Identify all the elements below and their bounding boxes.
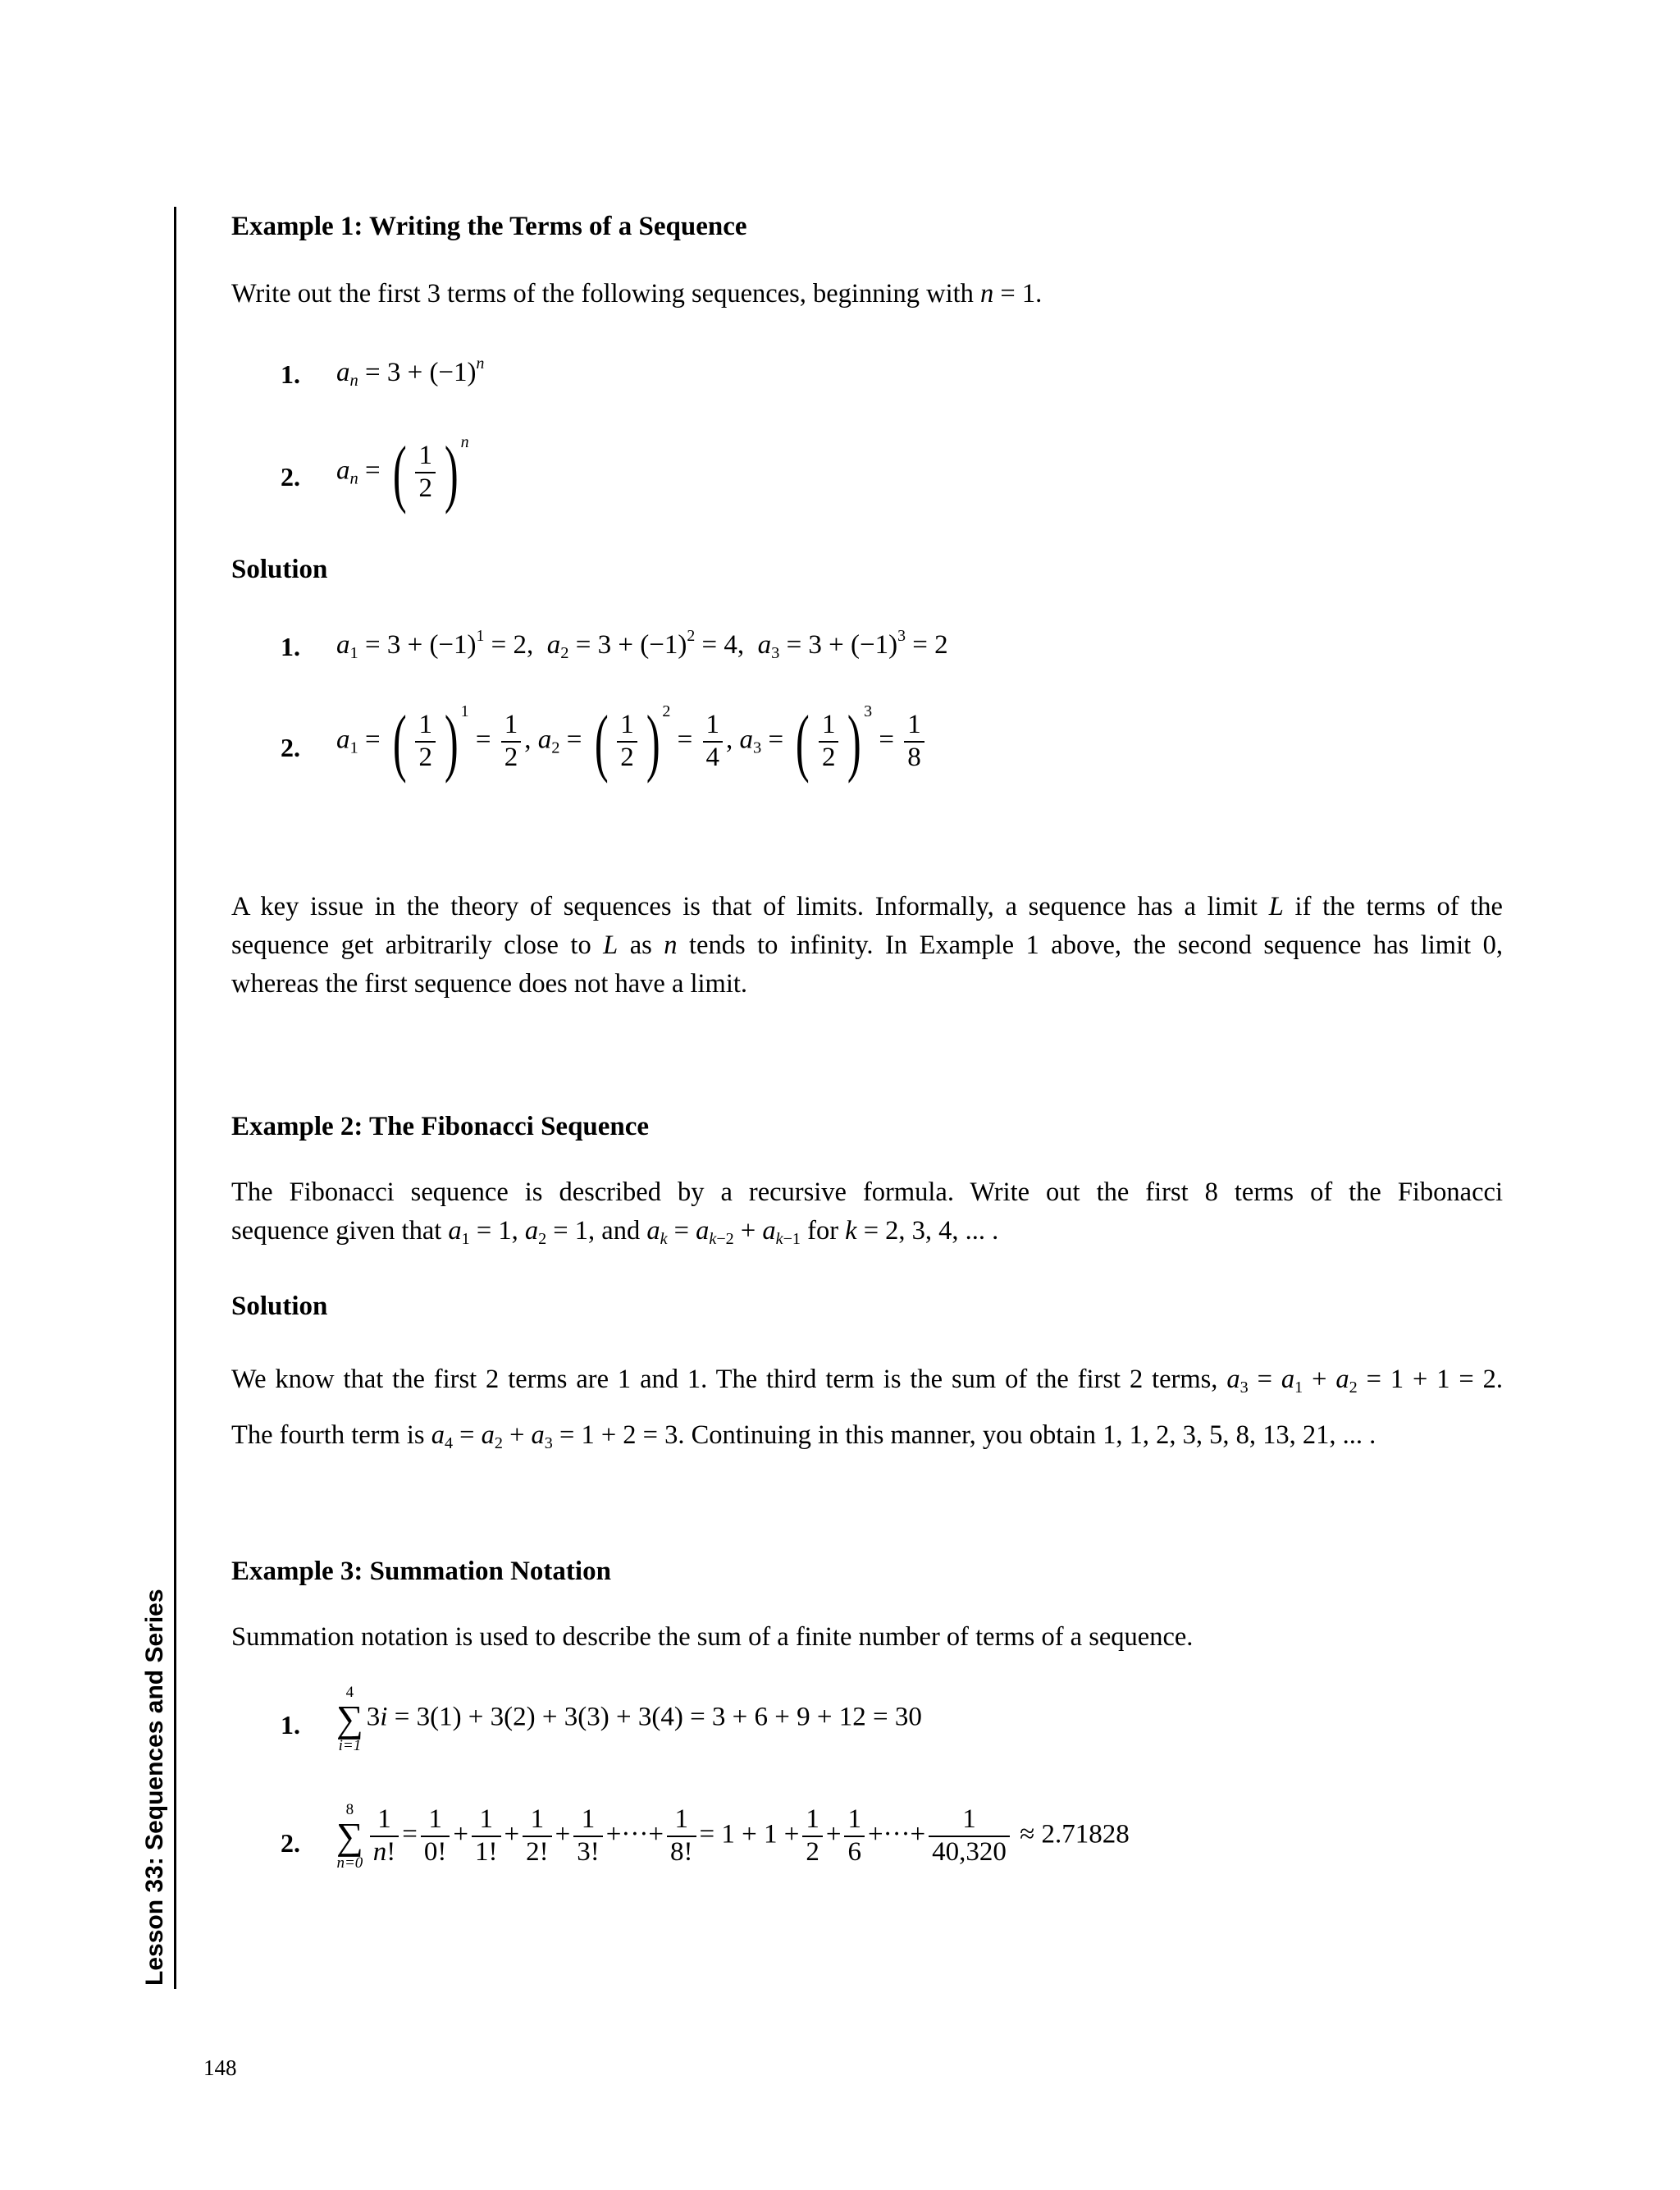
sum1-formula: 4 ∑ i=1 3i = 3(1) + 3(2) + 3(3) + 3(4) = 3 + 6 + 9 + 12 = 30 [336, 1684, 922, 1754]
example1-solution-label: Solution [231, 555, 328, 584]
example3-heading: Example 3: Summation Notation [231, 1557, 611, 1586]
sigma-icon: 8 ∑ n=0 [336, 1801, 363, 1872]
example2-solution-label: Solution [231, 1292, 328, 1321]
approx-value: ≈ 2.71828 [1020, 1819, 1130, 1849]
margin-rule [174, 207, 176, 1989]
result-denominator: 2 [501, 741, 522, 774]
exp: 2 [662, 702, 671, 720]
sub-n: n [349, 469, 358, 488]
sum2-number: 2. [281, 1828, 300, 1858]
sub-n: n [349, 371, 358, 390]
page-number: 148 [203, 2055, 237, 2080]
var-n: n [980, 279, 994, 309]
paragraph-line: whereas the first sequence does not have a limit. [231, 969, 748, 999]
problem2-number: 2. [281, 462, 300, 491]
example1-heading: Example 1: Writing the Terms of a Sequence [231, 212, 747, 241]
separator: , [524, 725, 532, 755]
paragraph-line: The fourth term is $a_4 = a_2 + a_3 = 1 + 2 = 3$. Continuing in this manner, you obtain 1, 1, 2, 3, 5, 8, 13, 21, ... . [231, 1420, 1376, 1453]
upper-limit: 8 [345, 1801, 354, 1818]
limits-paragraph [231, 888, 1503, 1004]
denominator: 2 [415, 472, 436, 505]
sub: 3 [753, 738, 762, 757]
problem2-formula [336, 431, 469, 514]
sigma-icon: 4 ∑ i=1 [336, 1684, 363, 1754]
exp: 2 [687, 627, 696, 645]
paragraph-line: sequence get arbitrarily close to L as n tends to infinity. In Example 1 above, the second sequence has limit 0, [231, 930, 1503, 960]
instruction-text: Write out the first 3 terms of the following sequences, beginning with [231, 279, 981, 309]
problem1-number: 1. [281, 359, 300, 389]
example1-instruction [231, 279, 1042, 309]
example2-problem [231, 1173, 1503, 1259]
example3-intro: Summation notation is used to describe the sum of a finite number of terms of a sequence. [231, 1622, 1194, 1652]
exp: 3 [864, 702, 873, 720]
upper-limit: 4 [345, 1684, 354, 1701]
instruction-end: = 1. [993, 279, 1043, 309]
paren-group: ( $\frac{1}{2}$ ) $^n$ [392, 431, 469, 514]
result-denominator: 8 [904, 741, 924, 774]
sum1-expansion: = 3(1) + 3(2) + 3(3) + 3(4) = 3 + 6 + 9 + 12 = 30 [394, 1702, 922, 1732]
sum2-formula: 8 ∑ n=0 $\frac{1}{n!}$ = $\frac{1}{0!}$ + $\frac{1}{1!}$ + $\frac{1}{2!}$ + $\frac{1}{3!}$ +···+ $\frac{1}{8!}$ = 1 + 1 + $\frac{1}{2}$ + $\frac{1}{6}$ +···+ $\frac{1}{40,320}$ ≈ 2.71828 [336, 1801, 1130, 1872]
exp: 1 [476, 627, 485, 645]
solution2-formula: $a_1$ = ( $\frac{1}{2}$ ) $^1$ = $\frac{1}{2}$ , $a_2$ = ( $\frac{1}{2}$ ) $^2$ = $\frac{1}{4}$ , $a_3$ = ( $\frac{1}{2}$ ) $^3$ = $\frac{1}{8}$ [336, 704, 928, 780]
paragraph-line: The Fibonacci sequence is described by a recursive formula. Write out the first 8 terms of the Fibonacci [231, 1177, 1503, 1207]
numerator: 1 [418, 441, 432, 471]
sub: 2 [551, 738, 560, 757]
sum1-number: 1. [281, 1710, 300, 1740]
solution1-formula: $a_1 = 3 + (-1)^1 = 2$, $a_2 = 3 + (-1)^2 = 4$, $a_3 = 3 + (-1)^3 = 2$ [336, 627, 948, 662]
problem1-rhs: = 3 + (−1) [364, 357, 477, 387]
exp-n: n [460, 433, 469, 451]
paragraph-line: A key issue in the theory of sequences is that of limits. Informally, a sequence has a limit L if the terms of the [231, 892, 1503, 921]
sub: 3 [771, 643, 780, 662]
result: = 2 [912, 629, 948, 660]
sub: 1 [349, 643, 358, 662]
solution1-number: 1. [281, 632, 300, 661]
result-denominator: 4 [703, 741, 724, 774]
sub: 1 [349, 738, 358, 757]
equals: = [364, 455, 381, 486]
lower-limit: i=1 [338, 1737, 362, 1754]
exp: 1 [460, 702, 469, 720]
exp: 3 [897, 627, 906, 645]
example2-heading: Example 2: The Fibonacci Sequence [231, 1112, 650, 1141]
exp-n: n [476, 354, 485, 373]
separator: , [726, 725, 733, 755]
var-a: a [336, 357, 350, 387]
paragraph-line: We know that the first 2 terms are 1 and 1. The third term is the sum of the first 2 terms, $a_3 = a_1 + a_2 = 1 + 1 = 2$. [231, 1365, 1503, 1397]
result: = 2, [491, 629, 534, 660]
problem1-formula [336, 354, 484, 391]
sub: 2 [560, 643, 569, 662]
result: = 4, [701, 629, 745, 660]
example2-solution [231, 1356, 1503, 1467]
var-a: a [336, 455, 350, 486]
paragraph-line: sequence given that $a_1 = 1$, $a_2 = 1$, and $a_k = a_{k-2} + a_{k-1}$ for k = 2, 3, 4, ... . [231, 1216, 999, 1249]
solution2-number: 2. [281, 733, 300, 762]
fraction [415, 441, 436, 505]
lesson-side-label: Lesson 33: Sequences and Series [141, 1589, 168, 1986]
lower-limit: n=0 [336, 1854, 363, 1872]
